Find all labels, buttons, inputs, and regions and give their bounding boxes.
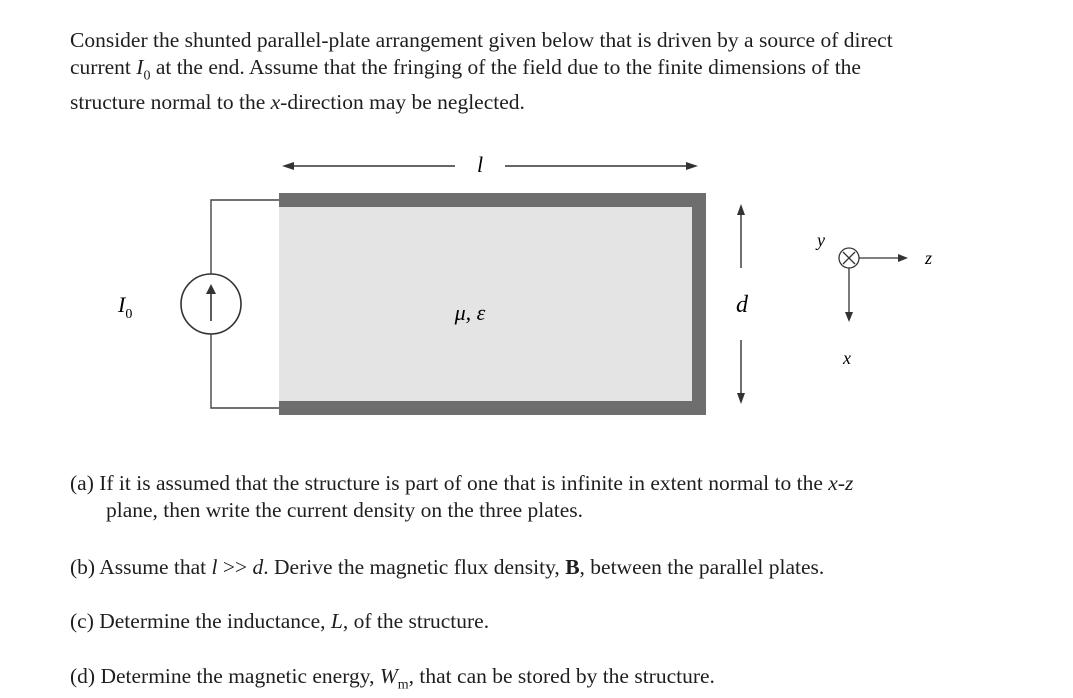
length-label: l	[476, 152, 484, 177]
x-arrow-icon	[845, 312, 853, 322]
axis-x-label: x	[843, 348, 851, 368]
axis-z-label: z	[925, 248, 933, 268]
question-a: (a) If it is assumed that the structure is part of one that is infinite in extent normal to the x-z plane, then write the current density on the three plates.	[70, 471, 854, 522]
coordinate-axes	[815, 230, 932, 368]
intro-line-1: Consider the shunted parallel-plate arrangement given below that is driven by a source of direct	[70, 28, 893, 52]
question-b: (b) Assume that l >> d. Derive the magnetic flux density, B, between the parallel plates.	[70, 555, 825, 579]
current-source	[181, 274, 241, 334]
question-c: (c) Determine the inductance, L, of the structure.	[70, 609, 490, 633]
gap-dimension	[736, 204, 749, 404]
gap-label: d	[736, 292, 748, 318]
source-label: $I_0$	[118, 292, 133, 322]
material-label: μ, ε	[454, 300, 486, 325]
z-arrow-icon	[898, 254, 908, 262]
top-plate	[279, 193, 706, 207]
length-dimension	[282, 152, 698, 177]
shunt-plate	[692, 193, 706, 415]
intro-line-3: structure normal to the x-direction may be neglected.	[70, 90, 525, 115]
bottom-plate	[279, 401, 706, 415]
dielectric-region	[279, 200, 698, 408]
question-d: (d) Determine the magnetic energy, $W_m$, that can be stored by the structure.	[70, 664, 715, 693]
intro-line-2: current $I_0$ at the end. Assume that the fringing of the field due to the finite dimensions of the	[70, 54, 861, 83]
axis-y-label: y	[817, 230, 825, 250]
